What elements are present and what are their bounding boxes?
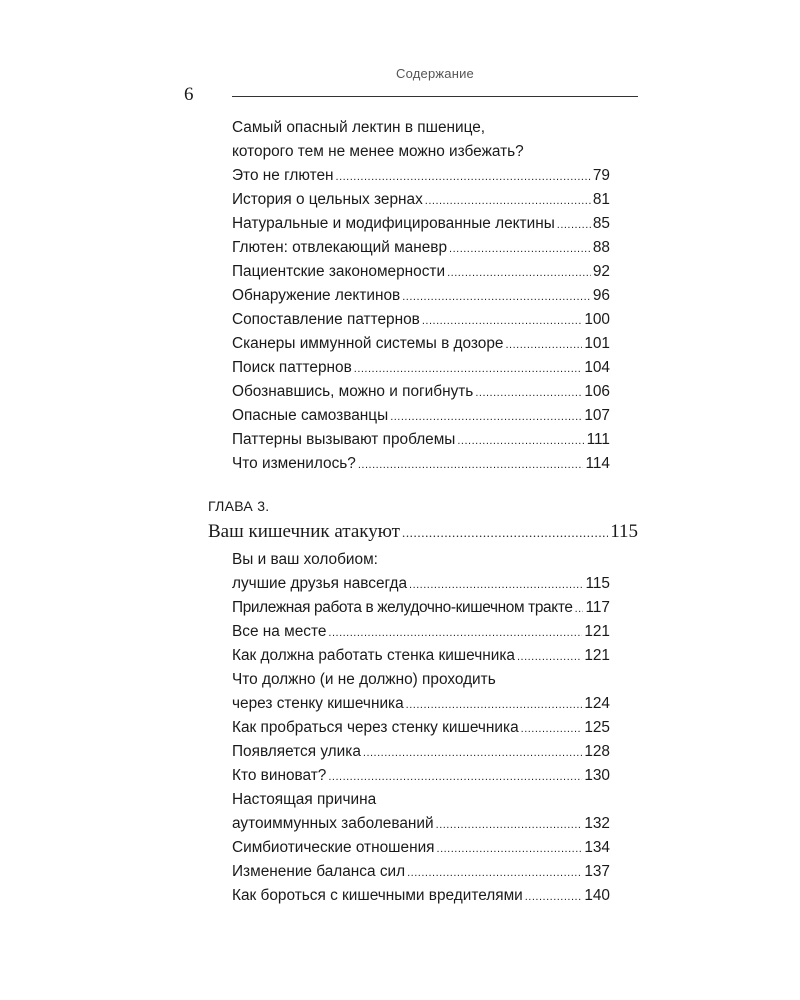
toc-entry-title: Как бороться с кишечными вредителями <box>232 887 523 904</box>
leader-dots <box>328 764 582 789</box>
toc-entry-title: Изменение баланса сил <box>232 863 406 880</box>
leader-dots <box>525 884 583 909</box>
chapter-title: Ваш кишечник атакуют <box>208 521 400 542</box>
toc-entry[interactable] <box>232 260 610 284</box>
toc-entry-page: 128 <box>584 743 610 760</box>
toc-entry[interactable] <box>232 236 610 260</box>
toc-entry-title: Глютен: отвлекающий маневр <box>232 239 448 256</box>
toc-entry-page: 134 <box>584 839 610 856</box>
toc-entry[interactable] <box>232 164 610 188</box>
leader-dots <box>328 620 582 645</box>
toc-entry-title: Прилежная работа в желудочно-кишечном тракте <box>232 599 573 616</box>
toc-entry-page: 100 <box>584 311 610 328</box>
leader-dots <box>457 428 584 453</box>
toc-entry-page: 114 <box>585 455 610 472</box>
toc-entry[interactable] <box>232 812 610 836</box>
toc-entry-title: Все на месте <box>232 623 327 640</box>
toc-entry-preline: Настоящая причина <box>232 791 377 808</box>
toc-entry-page: 104 <box>584 359 610 376</box>
leader-dots <box>422 308 582 333</box>
toc-entry-title: лучшие друзья навсегда <box>232 575 408 592</box>
toc-entry-page: 111 <box>586 431 610 448</box>
page-number: 6 <box>184 84 194 105</box>
toc-entry[interactable] <box>232 644 610 668</box>
toc-entry[interactable] <box>232 572 610 596</box>
leader-dots <box>557 212 591 237</box>
toc-entry-title: Как пробраться через стенку кишечника <box>232 719 519 736</box>
leader-dots <box>506 332 583 357</box>
toc-entry-page: 96 <box>592 287 610 304</box>
chapter-label: ГЛАВА 3. <box>208 498 270 514</box>
toc-entry[interactable] <box>232 836 610 860</box>
toc-entry-page: 79 <box>592 167 610 184</box>
toc-entry-page: 115 <box>585 575 610 592</box>
leader-dots <box>447 260 591 285</box>
toc-entry[interactable] <box>232 764 610 788</box>
toc-entry[interactable] <box>232 620 610 644</box>
toc-entry-title: Пациентские закономерности <box>232 263 446 280</box>
toc-entry-preline: Вы и ваш холобиом: <box>232 551 378 568</box>
toc-entry-title: Кто виноват? <box>232 767 327 784</box>
leader-dots <box>437 836 583 861</box>
toc-entry-page: 101 <box>584 335 610 352</box>
toc-entry-page: 125 <box>584 719 610 736</box>
toc-entry-page: 88 <box>592 239 610 256</box>
toc-entry-title: Обознавшись, можно и погибнуть <box>232 383 474 400</box>
leader-dots <box>517 644 582 669</box>
toc-entry-title: Что изменилось? <box>232 455 356 472</box>
toc-entry[interactable] <box>232 716 610 740</box>
toc-entry-title: аутоиммунных заболеваний <box>232 815 434 832</box>
toc-entry-page: 117 <box>585 599 610 616</box>
leader-dots <box>402 284 591 309</box>
toc-entry-page: 85 <box>592 215 610 232</box>
toc-entry-page: 130 <box>584 767 610 784</box>
leader-dots <box>407 860 582 885</box>
toc-entry[interactable] <box>232 860 610 884</box>
toc-entry-page: 124 <box>584 695 610 712</box>
toc-entry[interactable] <box>232 308 610 332</box>
leader-dots <box>354 356 583 381</box>
toc-entry-page: 107 <box>584 407 610 424</box>
toc-entry[interactable] <box>232 404 610 428</box>
running-head: Содержание <box>396 66 474 81</box>
leader-dots <box>409 572 583 597</box>
toc-entry-title: Сканеры иммунной системы в дозоре <box>232 335 504 352</box>
toc-entry[interactable] <box>232 380 610 404</box>
leader-dots <box>336 164 591 189</box>
toc-entry-page: 132 <box>584 815 610 832</box>
toc-entry[interactable] <box>232 356 610 380</box>
toc-entry-page: 121 <box>584 647 610 664</box>
toc-entry-title: Обнаружение лектинов <box>232 287 401 304</box>
toc-entry-title: Поиск паттернов <box>232 359 352 376</box>
toc-entry[interactable] <box>232 596 610 620</box>
toc-entry[interactable] <box>232 284 610 308</box>
leader-dots <box>358 452 584 477</box>
toc-entry[interactable] <box>232 428 610 452</box>
toc-entry[interactable] <box>232 884 610 908</box>
leader-dots <box>575 596 584 621</box>
header-rule <box>232 96 638 97</box>
leader-dots <box>475 380 582 405</box>
leader-dots <box>425 188 591 213</box>
toc-entry-title: История о цельных зернах <box>232 191 423 208</box>
toc-entry-page: 121 <box>584 623 610 640</box>
toc-entry-title: Появляется улика <box>232 743 361 760</box>
toc-entry[interactable] <box>232 332 610 356</box>
leader-dots <box>390 404 582 429</box>
toc-entry-title: Сопоставление паттернов <box>232 311 420 328</box>
toc-entry-title: Это не глютен <box>232 167 334 184</box>
leader-dots <box>521 716 583 741</box>
toc-entry[interactable] <box>232 212 610 236</box>
chapter-title-entry[interactable] <box>208 521 638 549</box>
toc-entry-page: 81 <box>592 191 610 208</box>
toc-entry[interactable] <box>232 740 610 764</box>
toc-entry-preline: Что должно (и не должно) проходить <box>232 671 496 688</box>
leader-dots <box>406 692 583 717</box>
toc-entry-title: Как должна работать стенка кишечника <box>232 647 515 664</box>
toc-entry[interactable] <box>232 188 610 212</box>
toc-entry-title: через стенку кишечника <box>232 695 404 712</box>
leader-dots <box>449 236 591 261</box>
toc-entry-page: 92 <box>592 263 610 280</box>
leader-dots <box>402 521 608 543</box>
leader-dots <box>436 812 583 837</box>
toc-intro-line: которого тем не менее можно избежать? <box>232 143 524 160</box>
toc-entry-title: Натуральные и модифицированные лектины <box>232 215 555 232</box>
toc-intro-line: Самый опасный лектин в пшенице, <box>232 119 486 136</box>
toc-entry-title: Опасные самозванцы <box>232 407 389 424</box>
leader-dots <box>363 740 582 765</box>
toc-entry[interactable] <box>232 692 610 716</box>
toc-entry-page: 140 <box>584 887 610 904</box>
toc-entry-title: Паттерны вызывают проблемы <box>232 431 456 448</box>
toc-entry-title: Симбиотические отношения <box>232 839 435 856</box>
toc-entry-page: 106 <box>584 383 610 400</box>
toc-entry[interactable] <box>232 452 610 476</box>
toc-entry-page: 137 <box>584 863 610 880</box>
chapter-page: 115 <box>610 521 638 542</box>
